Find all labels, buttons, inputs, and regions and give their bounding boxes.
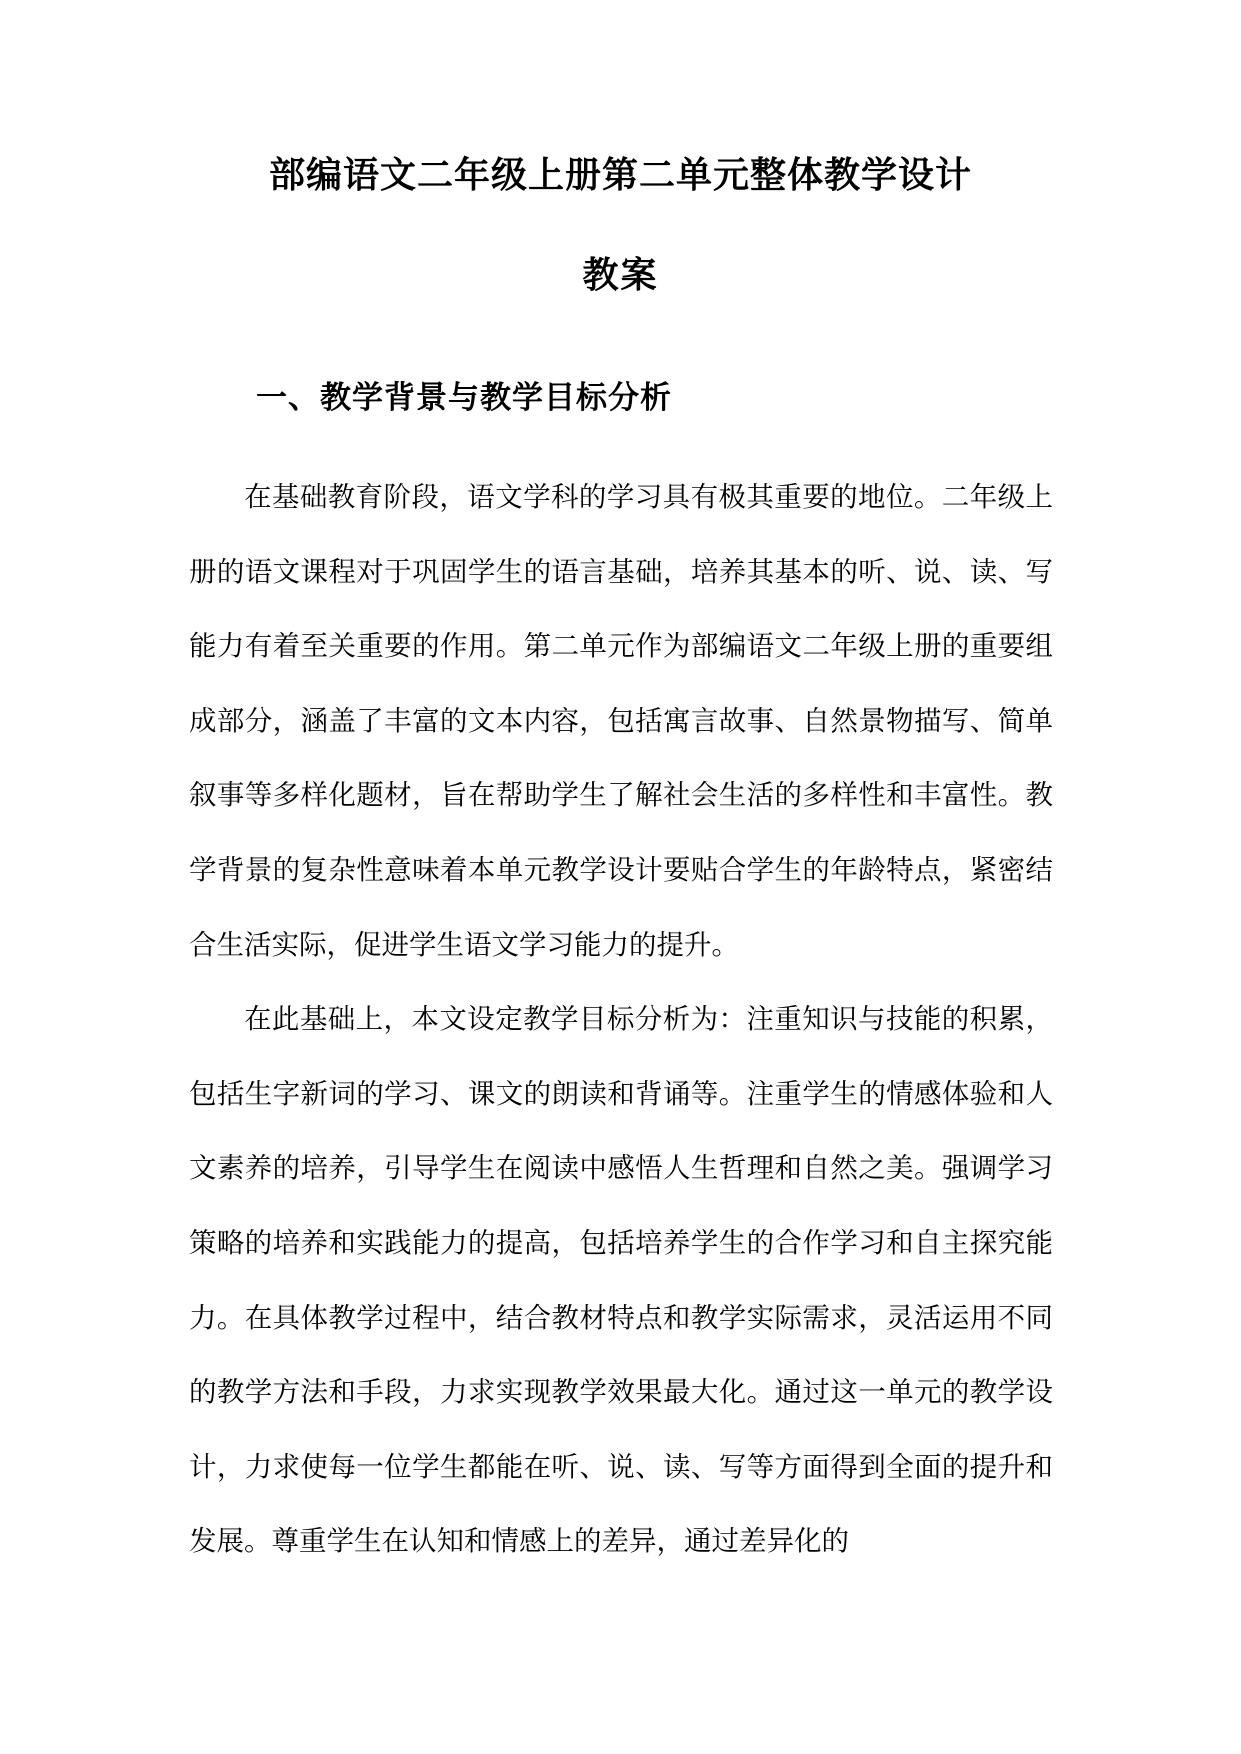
document-subtitle: 教案 — [582, 254, 659, 296]
document-body — [189, 460, 1053, 1579]
document-title: 部编语文二年级上册第二单元整体教学设计 — [268, 154, 972, 196]
paragraph-background: 在基础教育阶段，语文学科的学习具有极其重要的地位。二年级上册的语文课程对于巩固学生的语言基础，培养其基本的听、说、读、写能力有着至关重要的作用。第二单元作为部编语文二年级上册的重要组成部分，涵盖了丰富的文本内容，包括寓言故事、自然景物描写、简单叙事等多样化题材，旨在帮助学生了解社会生活的多样性和丰富性。教学背景的复杂性意味着本单元教学设计要贴合学生的年龄特点，紧密结合生活实际，促进学生语文学习能力的提升。 — [189, 481, 1053, 961]
section-heading: 一、教学背景与教学目标分析 — [256, 380, 672, 416]
paragraph-objectives: 在此基础上，本文设定教学目标分析为：注重知识与技能的积累，包括生字新词的学习、课文的朗读和背诵等。注重学生的情感体验和人文素养的培养，引导学生在阅读中感悟人生哲理和自然之美。强调学习策略的培养和实践能力的提高，包括培养学生的合作学习和自主探究能力。在具体教学过程中，结合教材特点和教学实际需求，灵活运用不同的教学方法和手段，力求实现教学效果最大化。通过这一单元的教学设计，力求使每一位学生都能在听、说、读、写等方面得到全面的提升和发展。尊重学生在认知和情感上的差异，通过差异化的 — [189, 1003, 1053, 1558]
